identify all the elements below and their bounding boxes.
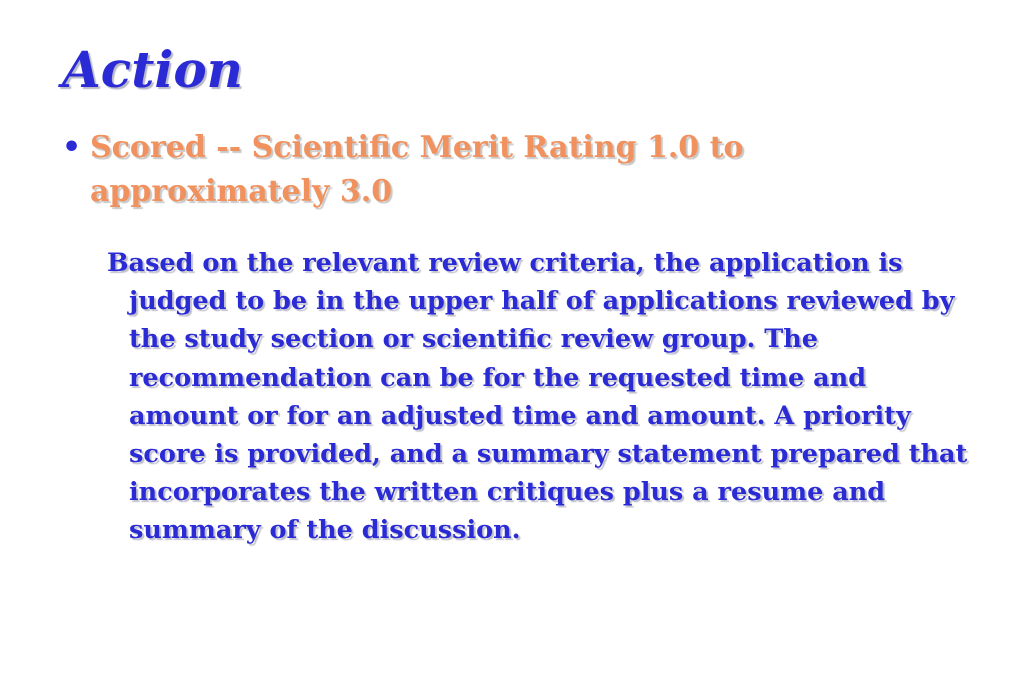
bullet-text: Scored -- Scientific Merit Rating 1.0 to approximately 3.0 xyxy=(90,130,744,209)
slide-title: Action xyxy=(62,40,244,99)
body-paragraph: Based on the relevant review criteria, the application is judged to be in the upper half of applications reviewed by the study section or scientific review group. The recommendation can be for the requested time and amount or for an adjusted time and amount. A priority score is provided, and a summary statement prepared that incorporates the written critiques plus a resume and summary of the discussion. xyxy=(107,248,968,546)
bullet-item xyxy=(62,126,822,214)
bullet-marker: • xyxy=(62,130,82,165)
